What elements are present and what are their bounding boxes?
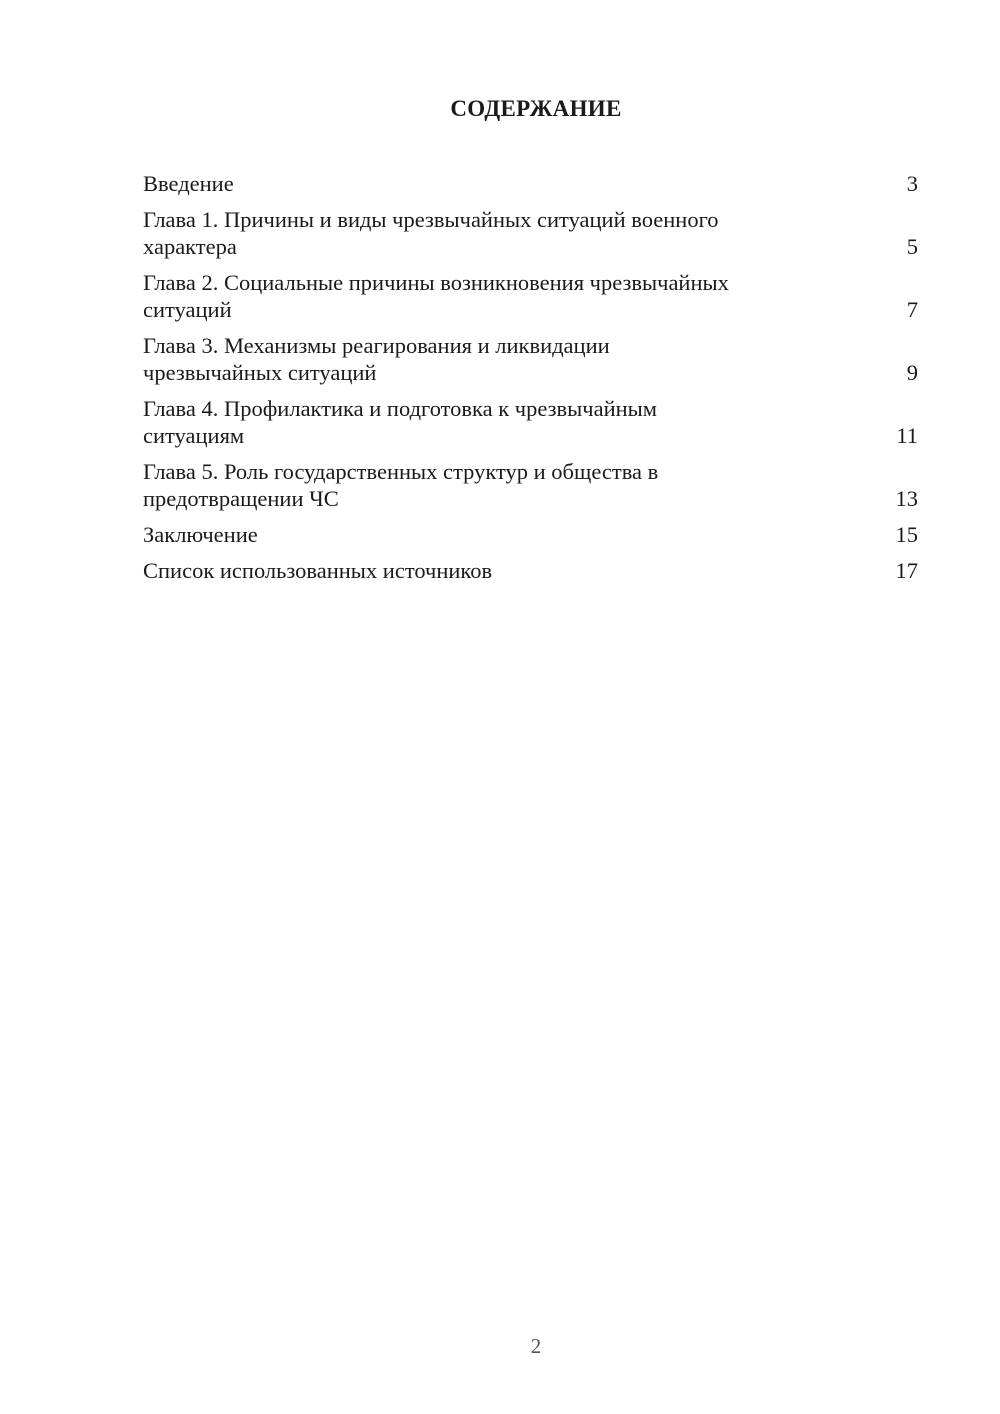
toc-entry-chapter-3[interactable]: [143, 332, 918, 386]
toc-entry-line: предотвращении ЧС: [143, 486, 339, 511]
toc-entry-line: характера: [143, 234, 237, 259]
toc-entry-text: [143, 332, 610, 386]
toc-entry-conclusion[interactable]: [143, 521, 918, 548]
toc-entry-text: [143, 395, 657, 449]
toc-entry-text: [143, 521, 258, 548]
toc-entry-line: Глава 1. Причины и виды чрезвычайных ситуаций военного: [143, 207, 719, 232]
toc-entry-page-number: 13: [895, 486, 918, 511]
page-number: 2: [530, 1334, 542, 1358]
toc-entry-line: Глава 4. Профилактика и подготовка к чрезвычайным: [143, 396, 658, 421]
toc-entry-references[interactable]: [143, 557, 918, 584]
toc-entry-text: [143, 557, 492, 584]
table-of-contents: [143, 170, 918, 593]
toc-entry-chapter-5[interactable]: [143, 458, 918, 512]
toc-entry-line: Введение: [143, 171, 234, 196]
toc-entry-line: ситуаций: [143, 297, 232, 322]
toc-entry-line: Глава 3. Механизмы реагирования и ликвидации: [143, 333, 610, 358]
toc-entry-page-number: 17: [895, 558, 918, 583]
toc-entry-chapter-1[interactable]: [143, 206, 918, 260]
toc-entry-text: [143, 458, 658, 512]
toc-entry-line: чрезвычайных ситуаций: [143, 360, 377, 385]
toc-entry-introduction[interactable]: [143, 170, 918, 197]
toc-entry-line: ситуациям: [143, 423, 245, 448]
toc-entry-text: [143, 170, 234, 197]
toc-entry-line: Список использованных источников: [143, 558, 493, 583]
toc-entry-text: [143, 206, 719, 260]
toc-entry-text: [143, 269, 729, 323]
toc-entry-chapter-4[interactable]: [143, 395, 918, 449]
toc-title: СОДЕРЖАНИЕ: [450, 96, 622, 121]
toc-entry-page-number: 3: [906, 171, 918, 196]
toc-entry-page-number: 15: [895, 522, 918, 547]
toc-entry-line: Глава 2. Социальные причины возникновения чрезвычайных: [143, 270, 729, 295]
toc-entry-page-number: 7: [906, 297, 918, 322]
toc-entry-page-number: 9: [906, 360, 918, 385]
toc-entry-page-number: 11: [896, 423, 918, 448]
toc-entry-line: Глава 5. Роль государственных структур и общества в: [143, 459, 659, 484]
toc-entry-chapter-2[interactable]: [143, 269, 918, 323]
toc-entry-line: Заключение: [143, 522, 258, 547]
toc-entry-page-number: 5: [906, 234, 918, 259]
